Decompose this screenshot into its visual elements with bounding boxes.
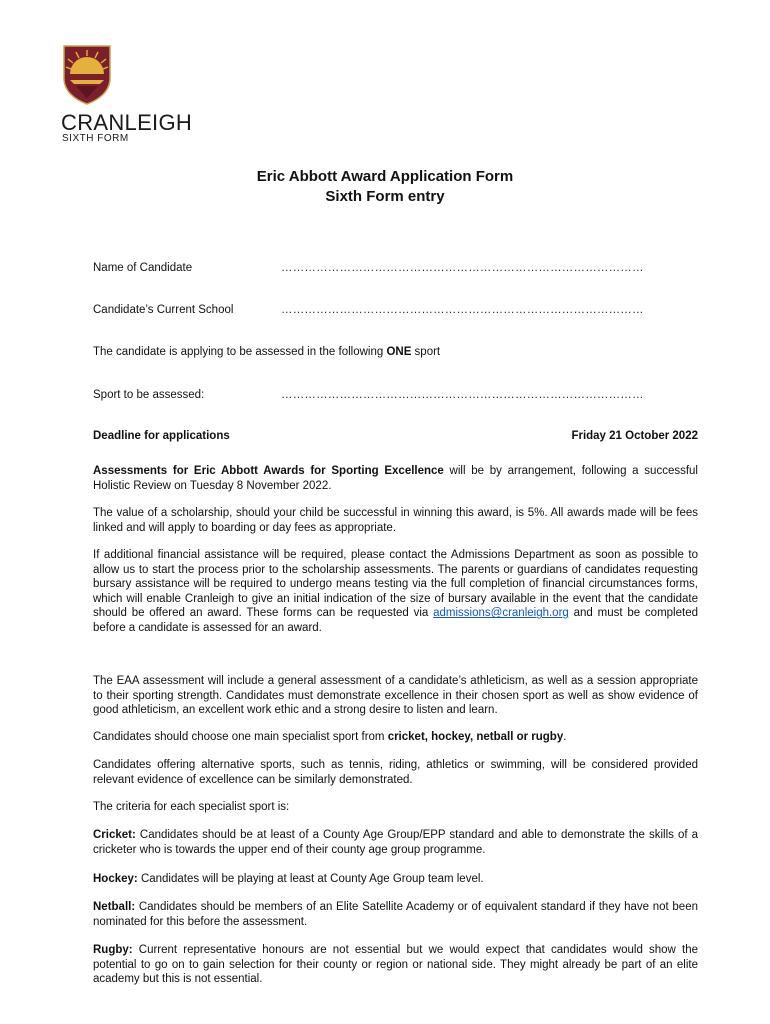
netball-criteria: Netball: Candidates should be members of an Elite Satellite Academy or of equivalent standard if they have not been nominated for this before the assessment. <box>93 901 698 928</box>
deadline-label: Deadline for applications <box>93 430 230 442</box>
name-label: Name of Candidate <box>93 262 193 274</box>
logo-name: CRANLEIGH <box>61 110 193 135</box>
eaa-paragraph: The EAA assessment will include a general assessment of a candidate’s athleticism, as well as a session appropriate to their sporting strength. Candidates must demonstrate excellence in their chosen sport as well as show evidence of good athleticism, an excellent work ethic and a strong desire to listen and learn. <box>93 675 698 717</box>
value-paragraph: The value of a scholarship, should your child be successful in winning this award, is 5%. All awards made will be fees linked and will apply to boarding or day fees as appropriate. <box>93 507 698 534</box>
form-title: Eric Abbott Award Application Form <box>256 168 514 185</box>
choose-sport-paragraph: Candidates should choose one main specialist sport from cricket, hockey, netball or rugby. <box>93 731 567 743</box>
criteria-heading: The criteria for each specialist sport is: <box>93 801 290 813</box>
assessment-paragraph: Assessments for Eric Abbott Awards for Sporting Excellence will be by arrangement, following a successful Holistic Review on Tuesday 8 November 2022. <box>93 465 698 492</box>
form-subtitle: Sixth Form entry <box>325 188 445 205</box>
financial-paragraph: If additional financial assistance will be required, please contact the Admissions Department as soon as possible to allow us to start the process prior to the scholarship assessments. The parents or guardians of candidates requesting bursary assistance will be required to undergo means testing via the full completion of financial circumstances forms, which will enable Cranleigh to give an initial indication of the size of bursary available in the event that the candidate should be offered an award. These forms can be requested via admissions@cranleigh.org and must be completed before a candidate is assessed for an award. <box>93 549 698 634</box>
school-label: Candidate’s Current School <box>93 304 234 316</box>
deadline-date: Friday 21 October 2022 <box>571 430 698 442</box>
one-emphasis: ONE <box>386 346 412 358</box>
sport-label: Sport to be assessed: <box>93 389 205 401</box>
name-input-line[interactable]: ………………………………………………………………………………… <box>281 262 644 274</box>
logo-subtitle: SIXTH FORM <box>62 133 129 144</box>
cricket-criteria: Cricket: Candidates should be at least of a County Age Group/EPP standard and able to demonstrate the skills of a cricketer who is towards the upper end of their county age group programme. <box>93 829 698 856</box>
sport-input-line[interactable]: ………………………………………………………………………………… <box>281 389 644 401</box>
hockey-criteria: Hockey: Candidates will be playing at least at County Age Group team level. <box>93 873 484 885</box>
deadline-row <box>93 430 698 442</box>
rugby-criteria: Rugby: Current representative honours are not essential but we would expect that candidates would show the potential to go on to gain selection for their county or region or national side. They might already be part of an elite academy but this is not essential. <box>93 944 698 986</box>
cranleigh-crest-icon <box>62 44 112 106</box>
applying-statement: The candidate is applying to be assessed in the following ONE sport <box>93 346 441 358</box>
school-input-line[interactable]: ………………………………………………………………………………… <box>281 304 644 316</box>
alternative-sports-paragraph: Candidates offering alternative sports, such as tennis, riding, athletics or swimming, will be considered provided relevant evidence of excellence can be similarly demonstrated. <box>93 759 698 786</box>
admissions-email-link[interactable]: admissions@cranleigh.org <box>433 607 569 620</box>
